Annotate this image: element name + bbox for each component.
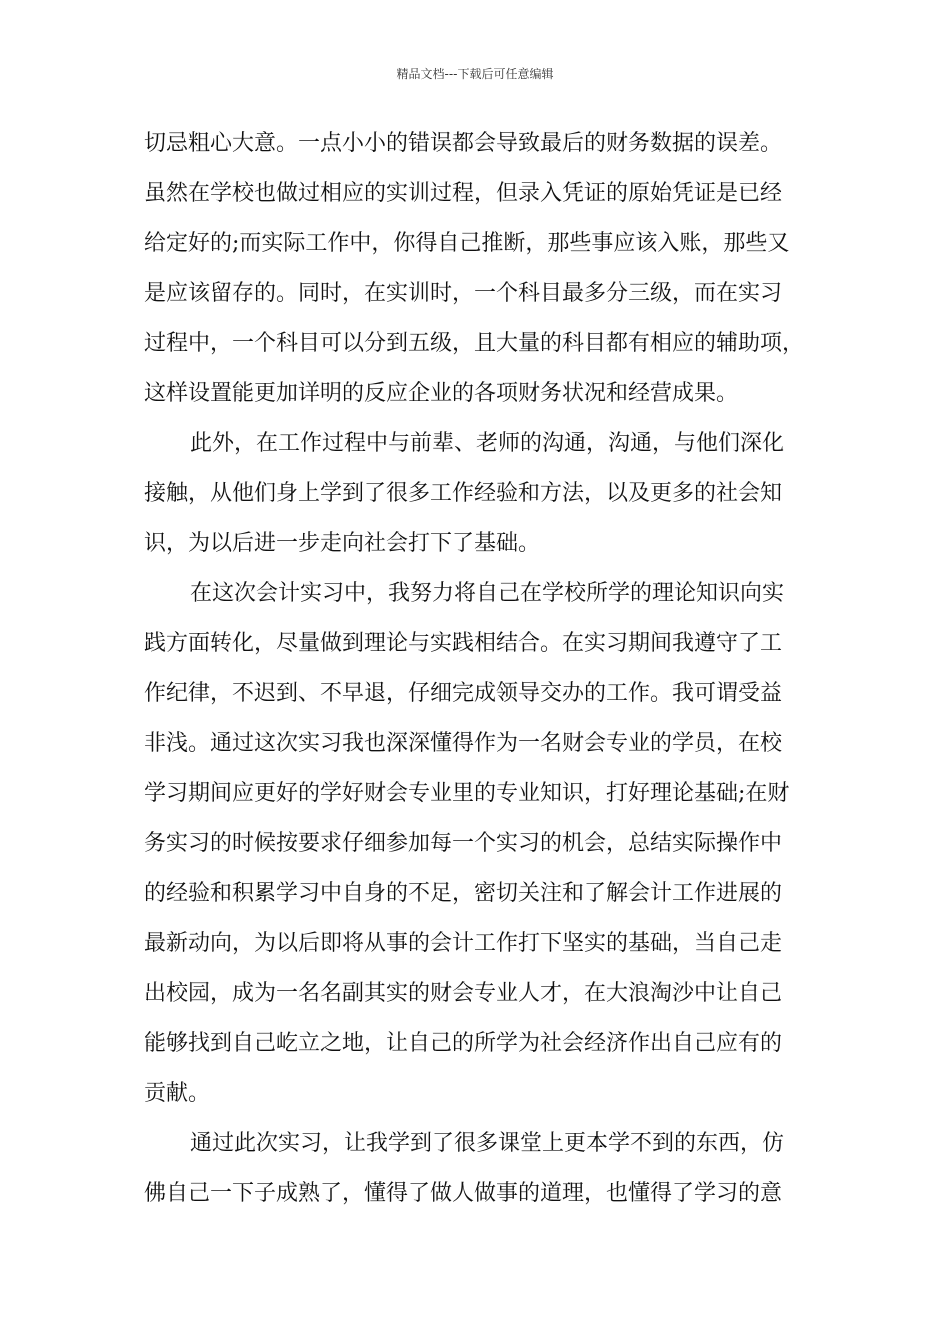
text-line: 务实习的时候按要求仔细参加每一个实习的机会，总结实际操作中: [144, 831, 783, 856]
paragraph-first-line: 通过此次实习，让我学到了很多课堂上更本学不到的东西，仿: [190, 1131, 785, 1156]
page-header: 精品文档---下载后可任意编辑: [396, 67, 554, 81]
text-line: 学习期间应更好的学好财会专业里的专业知识，打好理论基础;在财: [144, 781, 790, 806]
text-line: 过程中，一个科目可以分到五级，且大量的科目都有相应的辅助项，: [144, 331, 805, 356]
text-line: 识，为以后进一步走向社会打下了基础。: [144, 531, 541, 556]
text-line: 的经验和积累学习中自身的不足，密切关注和了解会计工作进展的: [144, 881, 783, 906]
text-line: 佛自己一下子成熟了，懂得了做人做事的道理，也懂得了学习的意: [144, 1181, 783, 1206]
paragraph-first-line: 此外，在工作过程中与前辈、老师的沟通，沟通，与他们深化: [190, 431, 785, 456]
text-line: 出校园，成为一名名副其实的财会专业人才，在大浪淘沙中让自己: [144, 981, 783, 1006]
text-line: 作纪律，不迟到、不早退，仔细完成领导交办的工作。我可谓受益: [144, 681, 783, 706]
text-line: 虽然在学校也做过相应的实训过程，但录入凭证的原始凭证是已经: [144, 181, 783, 206]
text-line: 能够找到自己屹立之地，让自己的所学为社会经济作出自己应有的: [144, 1031, 783, 1056]
text-line: 践方面转化，尽量做到理论与实践相结合。在实习期间我遵守了工: [144, 631, 783, 656]
text-line: 非浅。通过这次实习我也深深懂得作为一名财会专业的学员，在校: [144, 731, 783, 756]
text-line: 切忌粗心大意。一点小小的错误都会导致最后的财务数据的误差。: [144, 131, 783, 156]
text-line: 是应该留存的。同时，在实训时，一个科目最多分三级，而在实习: [144, 281, 783, 306]
text-line: 这样设置能更加详明的反应企业的各项财务状况和经营成果。: [144, 381, 739, 406]
text-line: 最新动向，为以后即将从事的会计工作打下坚实的基础，当自己走: [144, 931, 783, 956]
text-line: 给定好的;而实际工作中，你得自己推断，那些事应该入账，那些又: [144, 231, 790, 256]
paragraph-first-line: 在这次会计实习中，我努力将自己在学校所学的理论知识向实: [190, 581, 785, 606]
text-line: 接触，从他们身上学到了很多工作经验和方法，以及更多的社会知: [144, 481, 783, 506]
document-body: [144, 129, 814, 1229]
text-line: 贡献。: [144, 1081, 211, 1106]
